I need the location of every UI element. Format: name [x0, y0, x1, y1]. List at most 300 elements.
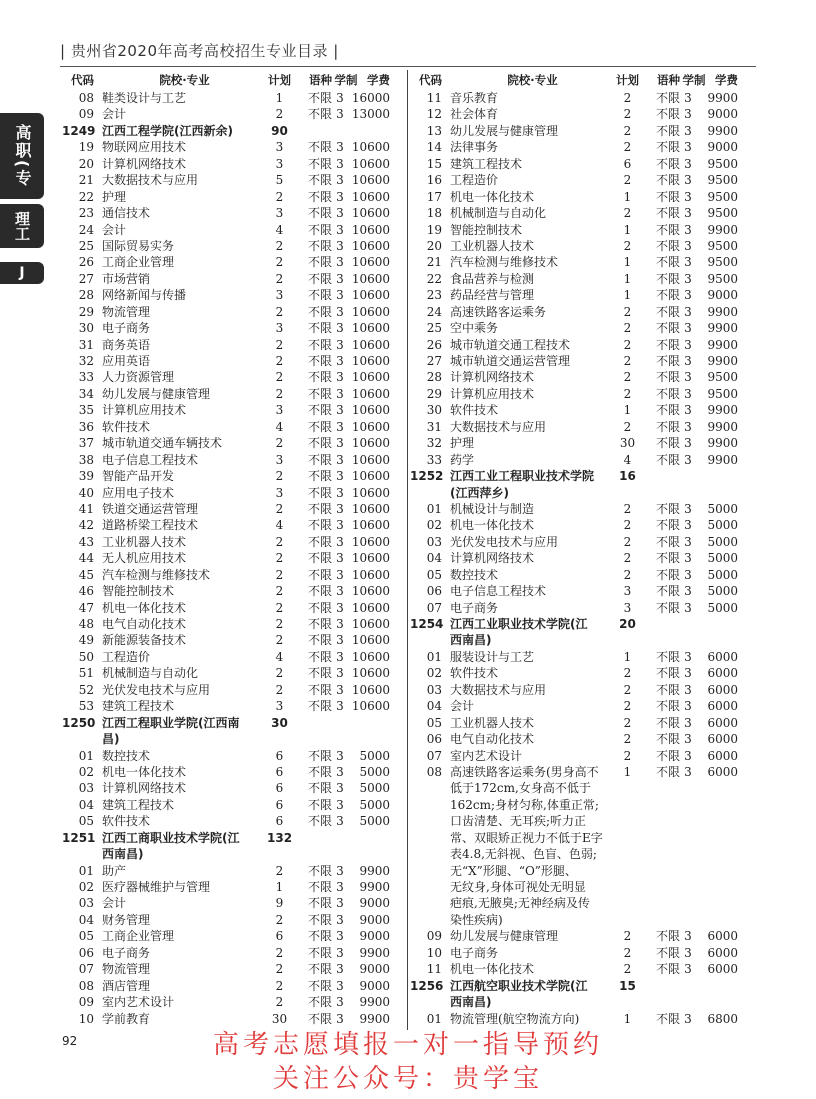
years-cell: [680, 978, 696, 994]
lang-cell: 不限: [655, 436, 680, 451]
fee-cell: 10600: [351, 337, 390, 352]
lang-cell: 不限: [307, 880, 332, 894]
major-row: [62, 748, 412, 764]
code-cell: [62, 846, 102, 862]
years-cell: 3: [336, 140, 344, 155]
years-cell: 3: [684, 189, 692, 204]
plan-cell: 2: [275, 600, 284, 615]
name-cell: 物流管理: [102, 962, 151, 977]
code-cell: 19: [78, 140, 94, 155]
lang-cell: 不限: [655, 156, 680, 171]
fee-cell: [696, 978, 738, 994]
fee-cell: 10600: [351, 485, 390, 500]
name-cell: 药品经营与管理: [450, 288, 535, 303]
name-cell: 数控技术: [102, 748, 151, 763]
plan-cell: 1: [623, 255, 632, 270]
major-row: [410, 156, 760, 172]
major-row: [62, 271, 412, 287]
code-cell: 01: [426, 501, 442, 516]
years-cell: 3: [684, 403, 692, 418]
years-cell: 3: [336, 995, 344, 1010]
years-cell: 3: [336, 485, 344, 500]
code-cell: 42: [78, 518, 94, 533]
header-name: 院校·专业: [159, 73, 210, 87]
plan-cell: 1: [623, 222, 632, 237]
fee-cell: 10600: [351, 600, 390, 615]
lang-cell: [292, 731, 332, 747]
major-row: [62, 879, 412, 895]
fee-cell: 6000: [707, 715, 738, 730]
fee-cell: [348, 123, 390, 139]
lang-cell: 不限: [655, 370, 680, 385]
school-row: [62, 830, 412, 846]
major-row: [62, 912, 412, 928]
major-row: [62, 649, 412, 665]
name-cell: 建筑工程技术: [102, 699, 175, 714]
name-cell: 会计: [102, 107, 127, 122]
lang-cell: 不限: [307, 534, 332, 549]
lang-cell: 不限: [307, 354, 332, 368]
years-cell: 3: [684, 386, 692, 401]
plan-cell: 9: [275, 896, 284, 911]
years-cell: 3: [684, 748, 692, 763]
name-cell: 西南昌): [450, 995, 492, 1010]
major-row: [410, 567, 760, 583]
years-cell: 3: [684, 600, 692, 615]
name-cell: 物流管理(航空物流方向): [450, 1011, 580, 1026]
major-row: [410, 353, 760, 369]
major-row: [410, 205, 760, 221]
major-row: [62, 106, 412, 122]
name-cell: 计算机网络技术: [102, 156, 187, 171]
lang-cell: 不限: [307, 140, 332, 155]
name-cell: 空中乘务: [450, 321, 499, 336]
major-row: [410, 961, 760, 977]
name-cell: 智能产品开发: [102, 469, 175, 484]
lang-cell: 不限: [307, 501, 332, 516]
name-cell: 城市轨道交通工程技术: [450, 337, 571, 352]
code-cell: 09: [78, 995, 94, 1010]
name-cell: 会计: [102, 222, 127, 237]
name-cell: 音乐教育: [450, 91, 499, 105]
lang-cell: 不限: [307, 797, 332, 812]
code-cell: 1250: [62, 715, 96, 730]
code-cell: 43: [78, 534, 94, 549]
code-cell: [62, 731, 102, 747]
name-cell: 人力资源管理: [102, 370, 175, 385]
fee-cell: 9500: [707, 173, 738, 188]
lang-cell: 不限: [307, 403, 332, 418]
fee-cell: 10600: [351, 567, 390, 582]
plan-cell: 2: [623, 501, 632, 516]
fee-cell: 6000: [707, 666, 738, 681]
code-cell: [410, 632, 450, 648]
code-cell: 33: [426, 452, 442, 467]
code-cell: 03: [78, 781, 94, 796]
plan-cell: 2: [275, 551, 284, 566]
plan-cell: 3: [275, 288, 284, 303]
major-row: [410, 222, 760, 238]
fee-cell: 6000: [707, 929, 738, 944]
lang-cell: 不限: [307, 600, 332, 615]
fee-cell: 5000: [707, 501, 738, 516]
watermark-line-1: 高考志愿填报一对一指导预约: [212, 1030, 603, 1060]
fee-cell: 6000: [707, 764, 738, 779]
years-cell: 3: [684, 715, 692, 730]
years-cell: [332, 830, 348, 846]
lang-cell: 不限: [655, 534, 680, 549]
lang-cell: 不限: [307, 173, 332, 188]
years-cell: 3: [684, 929, 692, 944]
code-cell: 14: [426, 140, 442, 155]
plan-cell: 1: [623, 649, 632, 664]
name-cell: 计算机应用技术: [102, 403, 187, 418]
name-cell: 铁道交通运营管理: [102, 501, 199, 516]
name-cell: 江西工业工程职业技术学院: [450, 469, 595, 484]
column-header: [62, 70, 412, 90]
code-cell: 26: [426, 337, 442, 352]
plan-cell: 3: [275, 156, 284, 171]
major-row: [410, 254, 760, 270]
plan-cell: 3: [275, 206, 284, 221]
fee-cell: 9900: [359, 863, 390, 878]
name-cell: 电子信息工程技术: [102, 452, 199, 467]
plan-cell: [615, 632, 640, 648]
plan-cell: 2: [275, 666, 284, 681]
school-row: [410, 485, 760, 501]
lang-cell: 不限: [307, 995, 332, 1010]
years-cell: 3: [336, 189, 344, 204]
plan-cell: 6: [275, 814, 284, 829]
major-row: [410, 139, 760, 155]
years-cell: 3: [684, 238, 692, 253]
fee-cell: 5000: [359, 781, 390, 796]
major-row: [62, 994, 412, 1010]
major-row: [62, 90, 412, 106]
code-cell: 20: [426, 238, 442, 253]
years-cell: 3: [336, 501, 344, 516]
header-years: 学制: [334, 73, 358, 87]
code-cell: 47: [78, 600, 94, 615]
fee-cell: 9900: [707, 403, 738, 418]
lang-cell: 不限: [307, 386, 332, 401]
code-cell: 40: [78, 485, 94, 500]
fee-cell: 5000: [707, 600, 738, 615]
major-row: [410, 715, 760, 731]
years-cell: 3: [336, 255, 344, 270]
code-cell: 26: [78, 255, 94, 270]
code-cell: 11: [426, 962, 442, 977]
major-row: [410, 106, 760, 122]
lang-cell: 不限: [655, 962, 680, 977]
lang-cell: 不限: [307, 304, 332, 319]
fee-cell: 9900: [359, 995, 390, 1010]
fee-cell: 9000: [359, 912, 390, 927]
years-cell: 3: [336, 91, 344, 105]
name-cell: 工业机器人技术: [450, 238, 535, 253]
code-cell: 01: [78, 863, 94, 878]
plan-cell: 2: [623, 354, 632, 368]
name-cell: 网络新闻与传播: [102, 288, 187, 303]
fee-cell: 6000: [707, 682, 738, 697]
code-cell: 1254: [410, 617, 444, 631]
lang-cell: 不限: [655, 403, 680, 418]
name-cell: 光伏发电技术与应用: [102, 682, 211, 697]
years-cell: 3: [336, 518, 344, 533]
lang-cell: 不限: [655, 222, 680, 237]
plan-cell: 6: [275, 929, 284, 944]
years-cell: 3: [684, 173, 692, 188]
left-column: [62, 70, 412, 1027]
fee-cell: 9900: [707, 419, 738, 434]
name-cell: 工商企业管理: [102, 255, 175, 270]
name-cell: 计算机网络技术: [450, 370, 535, 385]
plan-cell: 2: [623, 304, 632, 319]
fee-cell: 9000: [359, 896, 390, 911]
code-cell: 01: [426, 1011, 442, 1026]
years-cell: 3: [336, 222, 344, 237]
lang-cell: [640, 632, 680, 648]
major-row: [62, 550, 412, 566]
code-cell: 08: [78, 978, 94, 993]
plan-cell: 3: [275, 485, 284, 500]
name-cell: 江西工程学院(江西新余): [102, 123, 233, 138]
school-row: [410, 994, 760, 1010]
fee-cell: 10600: [351, 271, 390, 286]
name-cell: 大数据技术与应用: [450, 682, 547, 697]
lang-cell: 不限: [307, 370, 332, 385]
column-header: [410, 70, 760, 90]
code-cell: 03: [78, 896, 94, 911]
name-cell: 汽车检测与维修技术: [102, 567, 211, 582]
fee-cell: 6000: [707, 748, 738, 763]
major-row: [62, 238, 412, 254]
lang-cell: 不限: [655, 238, 680, 253]
years-cell: 3: [336, 173, 344, 188]
header-lang: 语种: [657, 73, 680, 87]
years-cell: 3: [336, 978, 344, 993]
years-cell: 3: [684, 501, 692, 516]
lang-cell: 不限: [655, 649, 680, 664]
fee-cell: 9500: [707, 271, 738, 286]
fee-cell: 10600: [351, 189, 390, 204]
years-cell: 3: [336, 584, 344, 599]
code-cell: 27: [426, 354, 442, 368]
name-cell: 电子信息工程技术: [450, 584, 547, 599]
lang-cell: [640, 616, 680, 632]
fee-cell: 10600: [351, 288, 390, 303]
name-cell: 会计: [450, 699, 475, 714]
fee-cell: 9900: [707, 91, 738, 105]
plan-cell: 20: [619, 617, 636, 631]
major-row: [62, 583, 412, 599]
major-row: [410, 452, 760, 468]
years-cell: 3: [684, 584, 692, 599]
lang-cell: 不限: [307, 617, 332, 631]
plan-cell: 5: [275, 173, 284, 188]
plan-cell: 2: [275, 238, 284, 253]
plan-cell: 2: [623, 206, 632, 221]
fee-cell: 5000: [359, 764, 390, 779]
lang-cell: 不限: [307, 863, 332, 878]
fee-cell: 5000: [359, 814, 390, 829]
name-cell: 医疗器械维护与管理: [102, 880, 211, 894]
years-cell: 3: [684, 140, 692, 155]
lang-cell: 不限: [307, 107, 332, 122]
fee-cell: 10600: [351, 140, 390, 155]
years-cell: 3: [336, 962, 344, 977]
major-row: [410, 304, 760, 320]
fee-cell: 9900: [707, 452, 738, 467]
lang-cell: [292, 846, 332, 862]
fee-cell: [348, 846, 390, 862]
plan-cell: 4: [275, 222, 284, 237]
fee-cell: 9000: [359, 962, 390, 977]
fee-cell: 10600: [351, 633, 390, 648]
plan-cell: 1: [623, 271, 632, 286]
header-fee: 学费: [715, 73, 738, 87]
years-cell: 3: [684, 518, 692, 533]
years-cell: 3: [684, 699, 692, 714]
name-cell: 江西工商职业技术学院(江: [102, 830, 240, 845]
plan-cell: 2: [623, 929, 632, 944]
name-cell: 幼儿发展与健康管理: [102, 386, 211, 401]
code-cell: 1249: [62, 123, 96, 138]
plan-cell: 2: [275, 567, 284, 582]
lang-cell: 不限: [307, 337, 332, 352]
code-cell: 20: [78, 156, 94, 171]
school-row: [62, 846, 412, 862]
fee-cell: 10600: [351, 584, 390, 599]
name-cell: 食品营养与检测: [450, 271, 535, 286]
plan-cell: 2: [623, 337, 632, 352]
name-cell: 软件技术: [102, 814, 151, 829]
code-cell: 53: [78, 699, 94, 714]
code-cell: 29: [78, 304, 94, 319]
name-cell: 电气自动化技术: [450, 732, 535, 747]
name-cell: 法律事务: [450, 140, 499, 155]
years-cell: [332, 123, 348, 139]
lang-cell: 不限: [307, 649, 332, 664]
lang-cell: 不限: [307, 584, 332, 599]
years-cell: 3: [684, 567, 692, 582]
major-row: [410, 928, 760, 944]
header-name: 院校·专业: [507, 73, 558, 87]
code-cell: 05: [78, 814, 94, 829]
fee-cell: 9500: [707, 206, 738, 221]
major-row: [62, 452, 412, 468]
years-cell: 3: [336, 781, 344, 796]
plan-cell: 2: [275, 863, 284, 878]
name-cell: 智能控制技术: [102, 584, 175, 599]
name-cell: 服装设计与工艺: [450, 649, 535, 664]
major-row: [410, 550, 760, 566]
code-cell: 36: [78, 419, 94, 434]
code-cell: 19: [426, 222, 442, 237]
plan-cell: 2: [275, 912, 284, 927]
major-row: [410, 402, 760, 418]
code-cell: 52: [78, 682, 94, 697]
years-cell: 3: [684, 666, 692, 681]
name-cell: 建筑工程技术: [450, 156, 523, 171]
years-cell: 3: [336, 699, 344, 714]
plan-cell: 2: [275, 962, 284, 977]
code-cell: 01: [78, 748, 94, 763]
major-row: [62, 632, 412, 648]
name-cell: 建筑工程技术: [102, 797, 175, 812]
plan-cell: 2: [275, 469, 284, 484]
years-cell: 3: [336, 206, 344, 221]
code-cell: 30: [426, 403, 442, 418]
lang-cell: 不限: [655, 107, 680, 122]
name-cell: 鞋类设计与工艺: [102, 91, 187, 105]
years-cell: 3: [336, 649, 344, 664]
plan-cell: 6: [275, 797, 284, 812]
years-cell: 3: [336, 403, 344, 418]
lang-cell: 不限: [655, 551, 680, 566]
header-plan: 计划: [268, 73, 291, 87]
fee-cell: 10600: [351, 534, 390, 549]
fee-cell: 9000: [707, 107, 738, 122]
requirement-note-line: 口齿清楚、无耳疾;听力正: [450, 814, 587, 829]
fee-cell: 10600: [351, 238, 390, 253]
years-cell: 3: [684, 649, 692, 664]
major-row: [410, 189, 760, 205]
school-row: [410, 468, 760, 484]
years-cell: 3: [336, 567, 344, 582]
major-row: [410, 337, 760, 353]
fee-cell: 6000: [707, 699, 738, 714]
code-cell: 18: [426, 206, 442, 221]
years-cell: [680, 994, 696, 1010]
school-row: [62, 123, 412, 139]
fee-cell: 6000: [707, 732, 738, 747]
lang-cell: [292, 830, 332, 846]
plan-cell: 1: [275, 91, 284, 105]
plan-cell: 30: [271, 1011, 288, 1026]
major-row: [410, 435, 760, 451]
lang-cell: [640, 978, 680, 994]
name-cell: 机电一体化技术: [450, 189, 535, 204]
plan-cell: 1: [275, 880, 284, 894]
name-cell: 江西工程职业学院(江西南: [102, 715, 240, 730]
years-cell: 3: [336, 238, 344, 253]
name-cell: 通信技术: [102, 206, 151, 221]
code-cell: 03: [426, 534, 442, 549]
name-cell: 社会体育: [450, 107, 499, 122]
fee-cell: 10600: [351, 255, 390, 270]
years-cell: 3: [336, 912, 344, 927]
lang-cell: 不限: [307, 156, 332, 171]
lang-cell: 不限: [655, 682, 680, 697]
major-row: [62, 928, 412, 944]
name-cell: 国际贸易实务: [102, 238, 175, 253]
lang-cell: 不限: [655, 452, 680, 467]
major-row: [62, 172, 412, 188]
plan-cell: 6: [275, 781, 284, 796]
name-cell: 大数据技术与应用: [102, 173, 199, 188]
code-cell: 50: [78, 649, 94, 664]
code-cell: 07: [426, 748, 442, 763]
plan-cell: 2: [275, 534, 284, 549]
lang-cell: 不限: [307, 206, 332, 221]
major-row: [62, 419, 412, 435]
plan-cell: 6: [275, 748, 284, 763]
fee-cell: 9900: [707, 222, 738, 237]
plan-cell: 2: [623, 386, 632, 401]
name-cell: 应用电子技术: [102, 485, 175, 500]
school-row: [62, 715, 412, 731]
